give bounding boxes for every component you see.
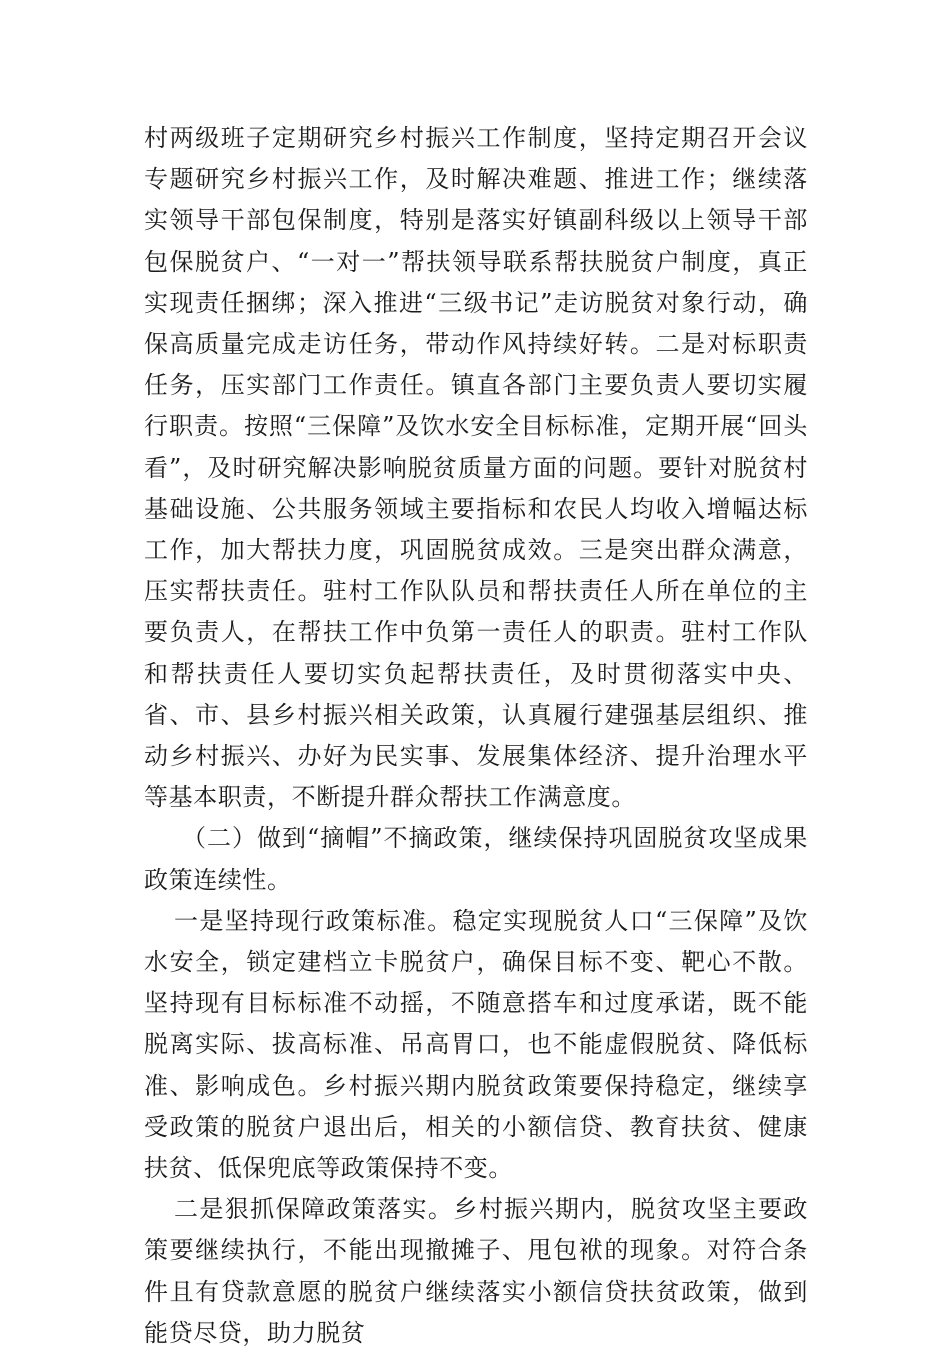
document-body xyxy=(144,118,808,1354)
paragraph-continuation: 村两级班子定期研究乡村振兴工作制度，坚持定期召开会议专题研究乡村振兴工作，及时解决难题、推进工作；继续落实领导干部包保制度，特别是落实好镇副科级以上领导干部包保脱贫户、“一对一”帮扶领导联系帮扶脱贫户制度，真正实现责任捆绑；深入推进“三级书记”走访脱贫对象行动，确保高质量完成走访任务，带动作风持续好转。二是对标职责任务，压实部门工作责任。镇直各部门主要负责人要切实履行职责。按照“三保障”及饮水安全目标标准，定期开展“回头看”，及时研究解决影响脱贫质量方面的问题。要针对脱贫村基础设施、公共服务领域主要指标和农民人均收入增幅达标工作，加大帮扶力度，巩固脱贫成效。三是突出群众满意，压实帮扶责任。驻村工作队队员和帮扶责任人所在单位的主要负责人，在帮扶工作中负第一责任人的职责。驻村工作队和帮扶责任人要切实负起帮扶责任，及时贯彻落实中央、省、市、县乡村振兴相关政策，认真履行建强基层组织、推动乡村振兴、办好为民实事、发展集体经济、提升治理水平等基本职责，不断提升群众帮扶工作满意度。 xyxy=(144,124,808,812)
paragraph-policy-standard: 一是坚持现行政策标准。稳定实现脱贫人口“三保障”及饮水安全，锁定建档立卡脱贫户，确保目标不变、靶心不散。坚持现有目标标准不动摇，不随意搭车和过度承诺，既不能脱离实际、拔高标准、吊高胃口，也不能虚假脱贫、降低标准、影响成色。乡村振兴期内脱贫政策要保持稳定，继续享受政策的脱贫户退出后，相关的小额信贷、教育扶贫、健康扶贫、低保兜底等政策保持不变。 xyxy=(144,906,808,1183)
paragraph-policy-implementation: 二是狠抓保障政策落实。乡村振兴期内，脱贫攻坚主要政策要继续执行，不能出现撤摊子、甩包袱的现象。对符合条件且有贷款意愿的脱贫户继续落实小额信贷扶贫政策，做到能贷尽贷，助力脱贫 xyxy=(144,1195,808,1347)
section-heading: （二）做到“摘帽”不摘政策，继续保持巩固脱贫攻坚成果政策连续性。 xyxy=(144,824,808,894)
